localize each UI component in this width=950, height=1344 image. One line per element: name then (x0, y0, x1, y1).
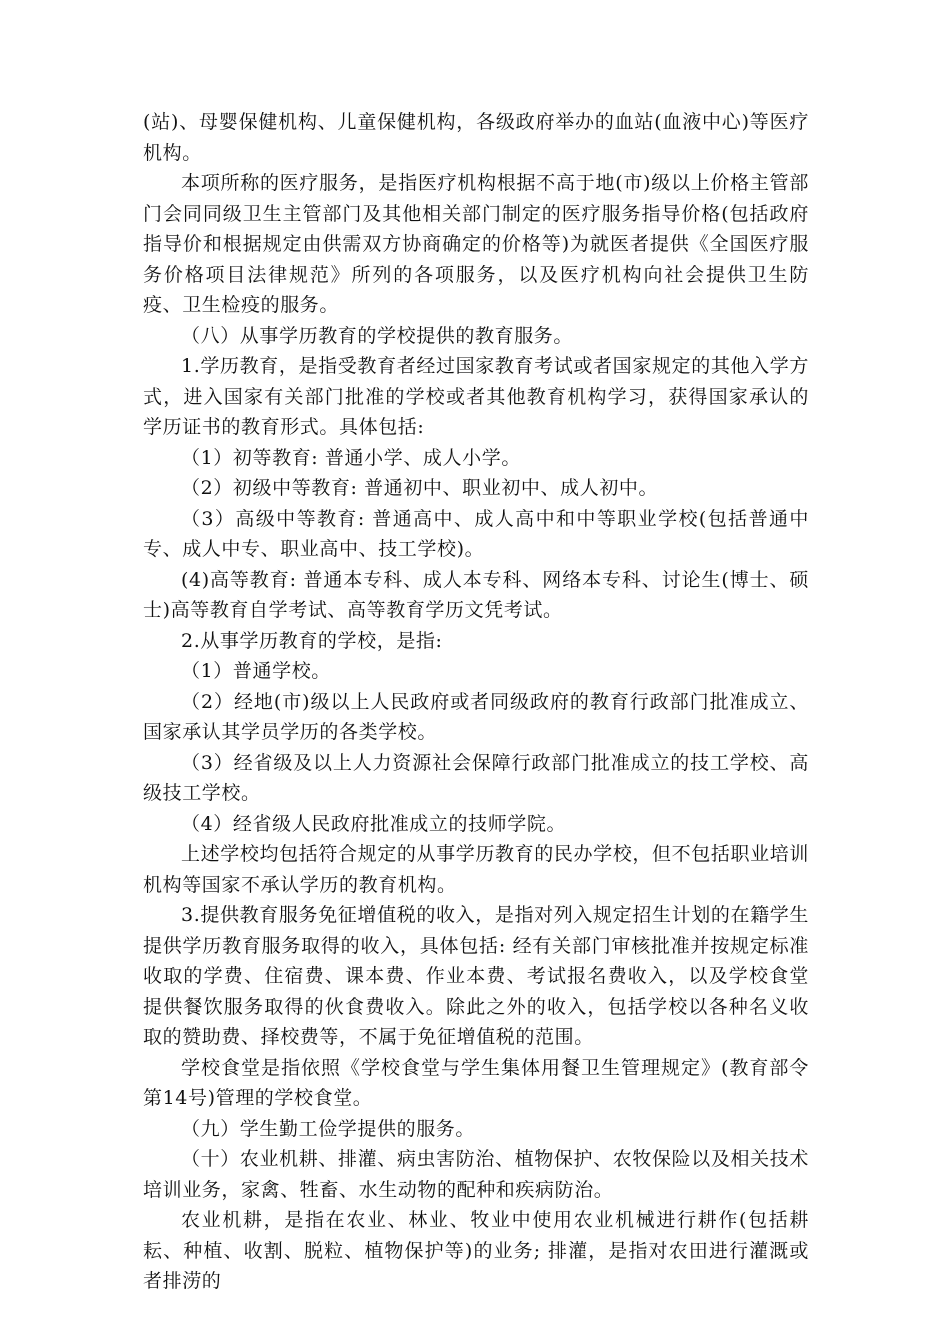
paragraph: (站)、母婴保健机构、儿童保健机构，各级政府举办的血站(血液中心)等医疗机构。 (143, 111, 809, 164)
list-item: （1）初等教育: 普通小学、成人小学。 (181, 446, 521, 469)
list-item: （3）高级中等教育: 普通高中、成人高中和中等职业学校(包括普通中专、成人中专、职业高中、技工学校)。 (143, 507, 809, 560)
section-heading: （八）从事学历教育的学校提供的教育服务。 (181, 324, 574, 347)
section-heading: （九）学生勤工俭学提供的服务。 (181, 1117, 476, 1140)
paragraph: 上述学校均包括符合规定的从事学历教育的民办学校，但不包括职业培训机构等国家不承认学历的教育机构。 (143, 843, 809, 896)
paragraph: 农业机耕，是指在农业、林业、牧业中使用农业机械进行耕作(包括耕耘、种植、收割、脱粒、植物保护等)的业务; 排灌，是指对农田进行灌溉或者排涝的 (143, 1209, 809, 1292)
paragraph: 3.提供教育服务免征增值税的收入，是指对列入规定招生计划的在籍学生提供学历教育服务取得的收入，具体包括: 经有关部门审核批准并按规定标准收取的学费、住宿费、课本费、作业本费、考试报名费收入，以及学校食堂提供餐饮服务取得的伙食费收入。除此之外的收入，包括学校以各种名义收取的赞助费、择校费等，不属于免征增值税的范围。 (143, 904, 809, 1048)
list-item: (4)高等教育: 普通本专科、成人本专科、网络本专科、讨论生(博士、硕士)高等教育自学考试、高等教育学历文凭考试。 (143, 568, 809, 621)
paragraph: 2.从事学历教育的学校，是指: (181, 629, 443, 652)
list-item: （2）初级中等教育: 普通初中、职业初中、成人初中。 (181, 477, 659, 499)
section-heading: （十）农业机耕、排灌、病虫害防治、植物保护、农牧保险以及相关技术培训业务，家禽、牲畜、水生动物的配种和疾病防治。 (143, 1148, 809, 1201)
list-item: （2）经地(市)级以上人民政府或者同级政府的教育行政部门批准成立、国家承认其学员学历的各类学校。 (143, 690, 809, 743)
document-body (143, 107, 809, 1297)
paragraph: 1.学历教育，是指受教育者经过国家教育考试或者国家规定的其他入学方式，进入国家有关部门批准的学校或者其他教育机构学习，获得国家承认的学历证书的教育形式。具体包括: (143, 355, 809, 438)
paragraph: 学校食堂是指依照《学校食堂与学生集体用餐卫生管理规定》(教育部令第14号)管理的学校食堂。 (143, 1056, 809, 1109)
list-item: （1）普通学校。 (181, 660, 331, 682)
paragraph: 本项所称的医疗服务，是指医疗机构根据不高于地(市)级以上价格主管部门会同同级卫生主管部门及其他相关部门制定的医疗服务指导价格(包括政府指导价和根据规定由供需双方协商确定的价格等)为就医者提供《全国医疗服务价格项目法律规范》所列的各项服务，以及医疗机构向社会提供卫生防疫、卫生检疫的服务。 (143, 172, 809, 316)
list-item: （4）经省级人民政府批准成立的技师学院。 (181, 812, 567, 835)
list-item: （3）经省级及以上人力资源社会保障行政部门批准成立的技工学校、高级技工学校。 (143, 751, 809, 804)
